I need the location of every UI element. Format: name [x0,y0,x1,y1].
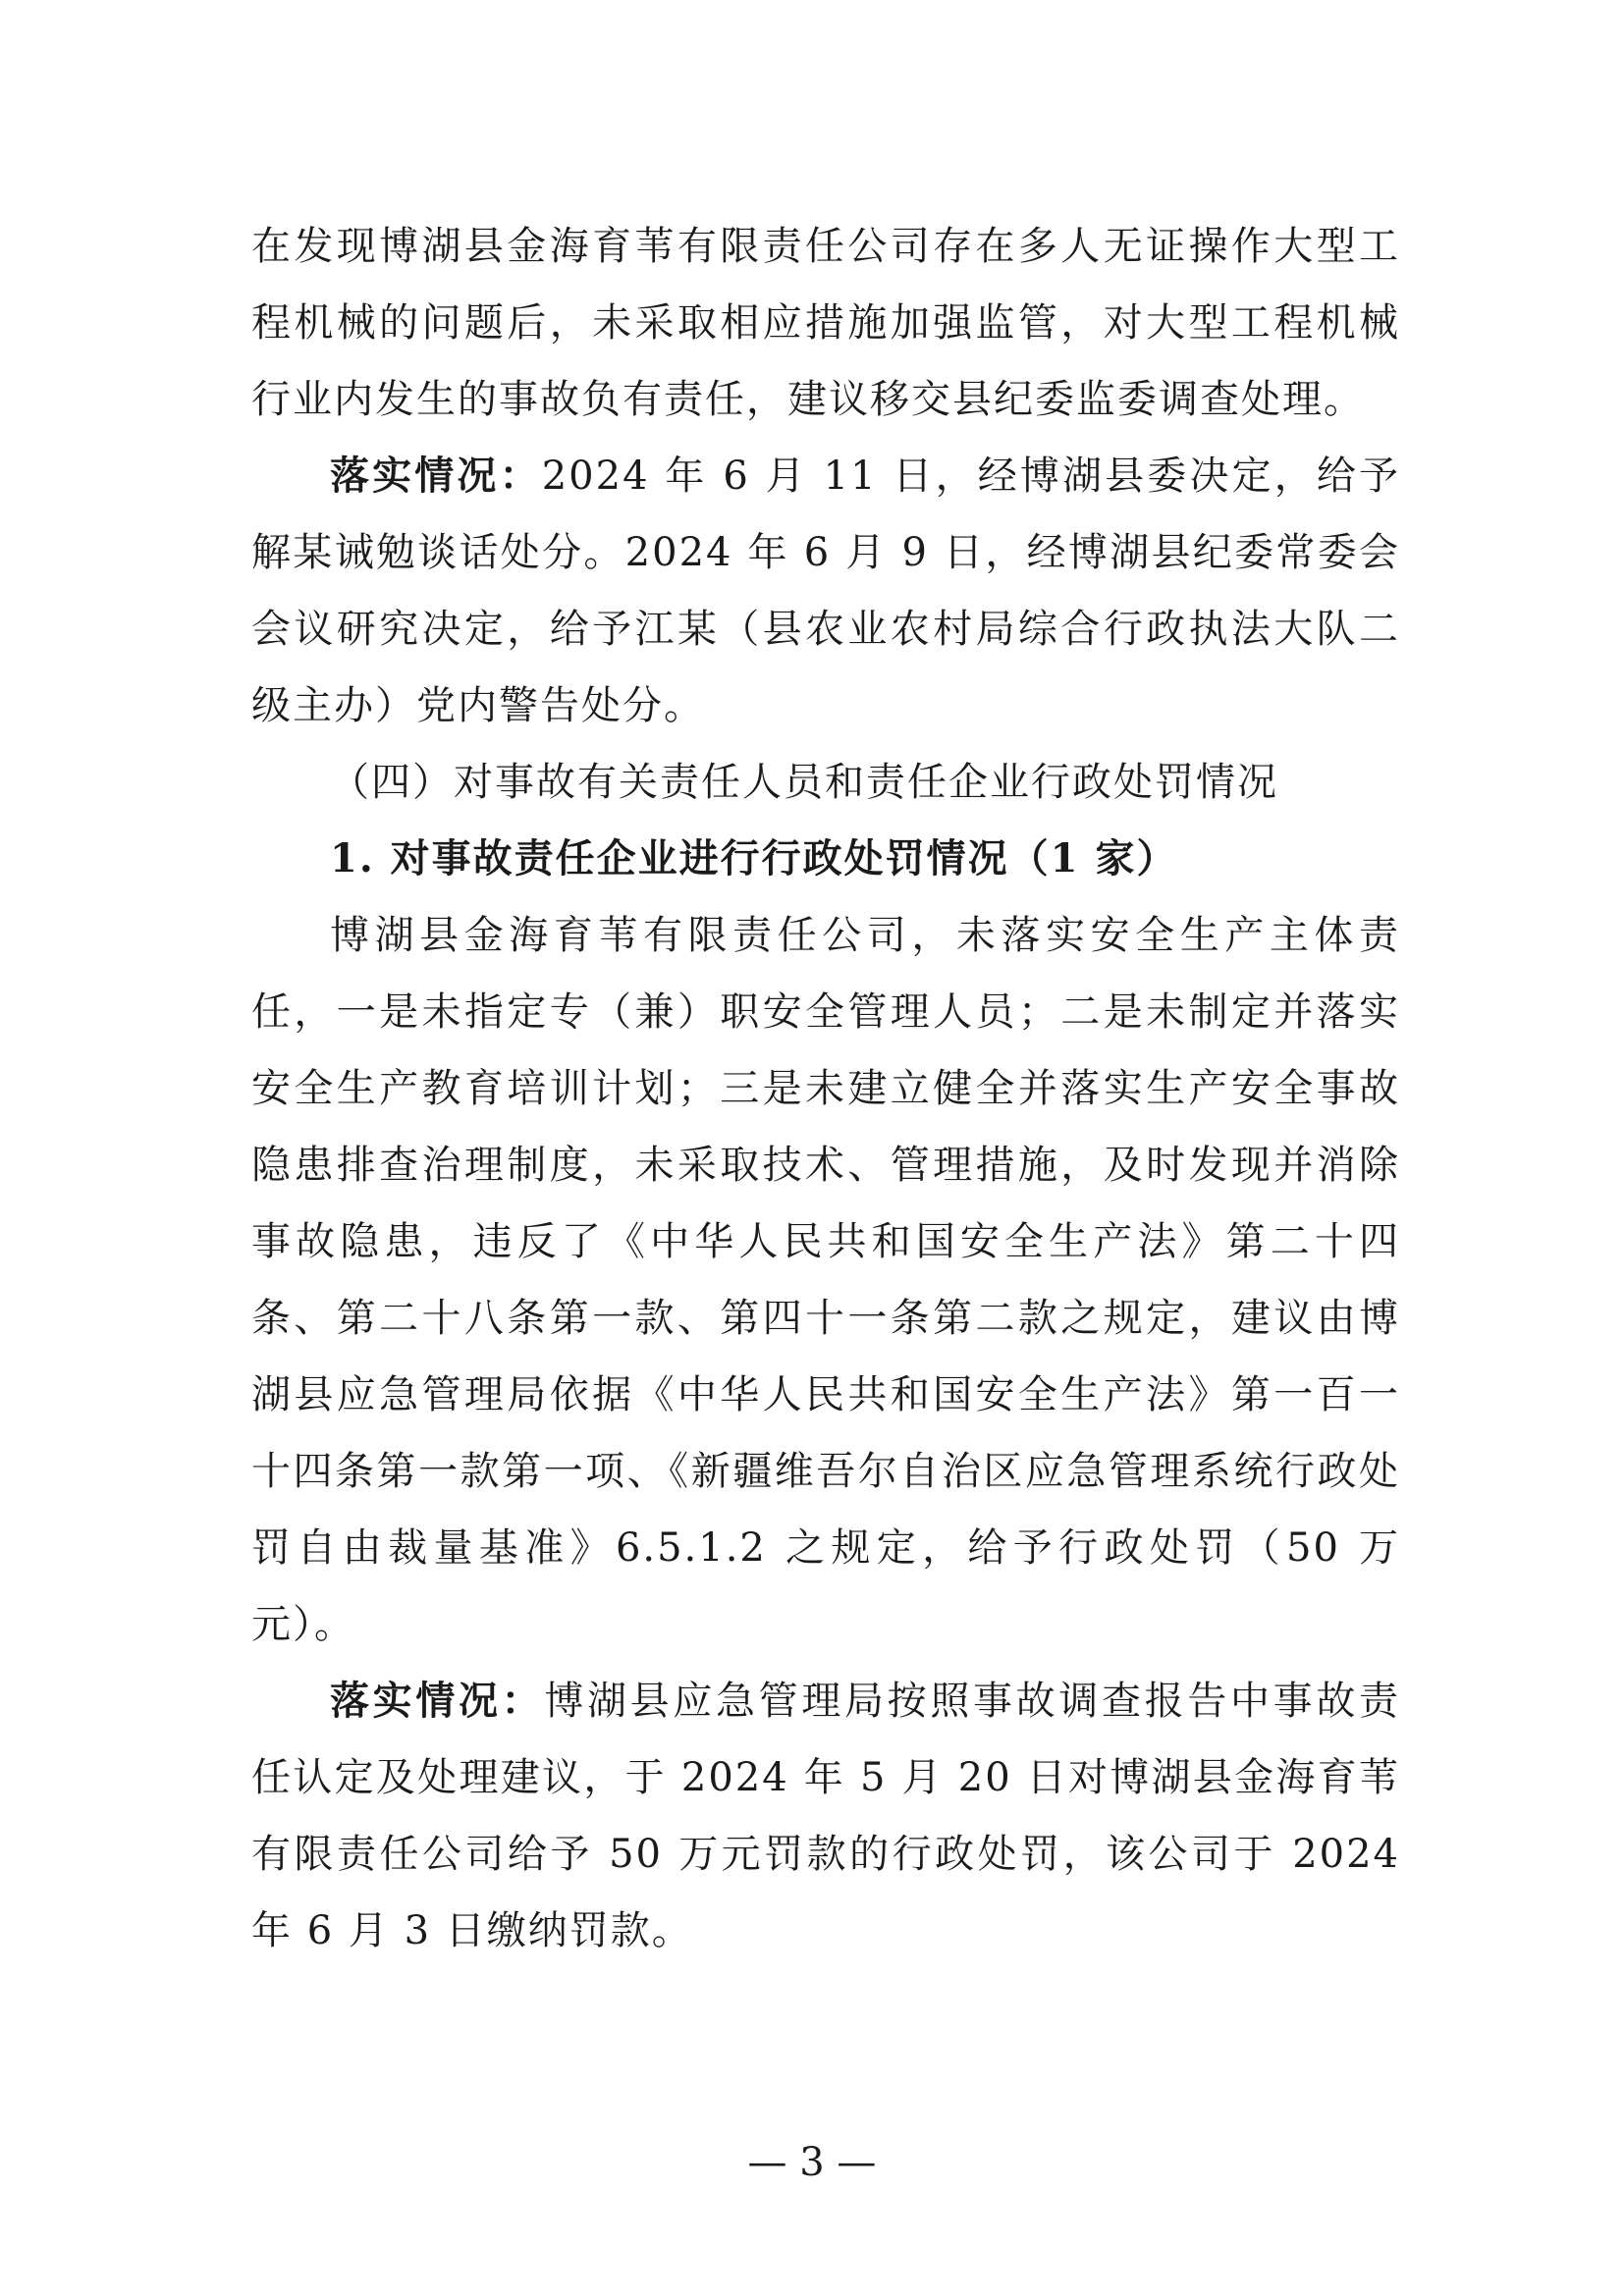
paragraph-implementation-status-1 [251,438,1400,744]
paragraph-implementation-status-2 [251,1663,1400,1969]
implementation-text: 2024 年 6 月 11 日，经博湖县委决定，给予解某诫勉谈话处分。2024 年 6 月 9 日，经博湖县纪委常委会会议研究决定，给予江某（县农业农村局综合行政执法大队二级主办）党内警告处分。 [251,454,1401,728]
subsection-heading-enterprise-penalty: 1. 对事故责任企业进行行政处罚情况（1 家） [330,835,1178,881]
document-body [251,208,1400,1969]
section-heading-administrative-penalty: （四）对事故有关责任人员和责任企业行政处罚情况 [330,760,1278,805]
page-number: — 3 — [747,2140,877,2185]
paragraph-supervision-responsibility: 在发现博湖县金海育苇有限责任公司存在多人无证操作大型工程机械的问题后，未采取相应措施加强监管，对大型工程机械行业内发生的事故负有责任，建议移交县纪委监委调查处理。 [251,224,1400,422]
implementation-label: 落实情况： [330,1678,545,1724]
implementation-text: 博湖县应急管理局按照事故调查报告中事故责任认定及处理建议，于 2024 年 5 月 20 日对博湖县金海育苇有限责任公司给予 50 万元罚款的行政处罚，该公司于 2024 年 6 月 3 日缴纳罚款。 [251,1679,1401,1953]
paragraph-enterprise-violation: 博湖县金海育苇有限责任公司，未落实安全生产主体责任，一是未指定专（兼）职安全管理人员；二是未制定并落实安全生产教育培训计划；三是未建立健全并落实生产安全事故隐患排查治理制度，未采取技术、管理措施，及时发现并消除事故隐患，违反了《中华人民共和国安全生产法》第二十四条、第二十八条第一款、第四十一条第二款之规定，建议由博湖县应急管理局依据《中华人民共和国安全生产法》第一百一十四条第一款第一项、《新疆维吾尔自治区应急管理系统行政处罚自由裁量基准》6.5.1.2 之规定，给予行政处罚（50 万元）。 [251,913,1400,1647]
implementation-label: 落实情况： [330,453,542,499]
